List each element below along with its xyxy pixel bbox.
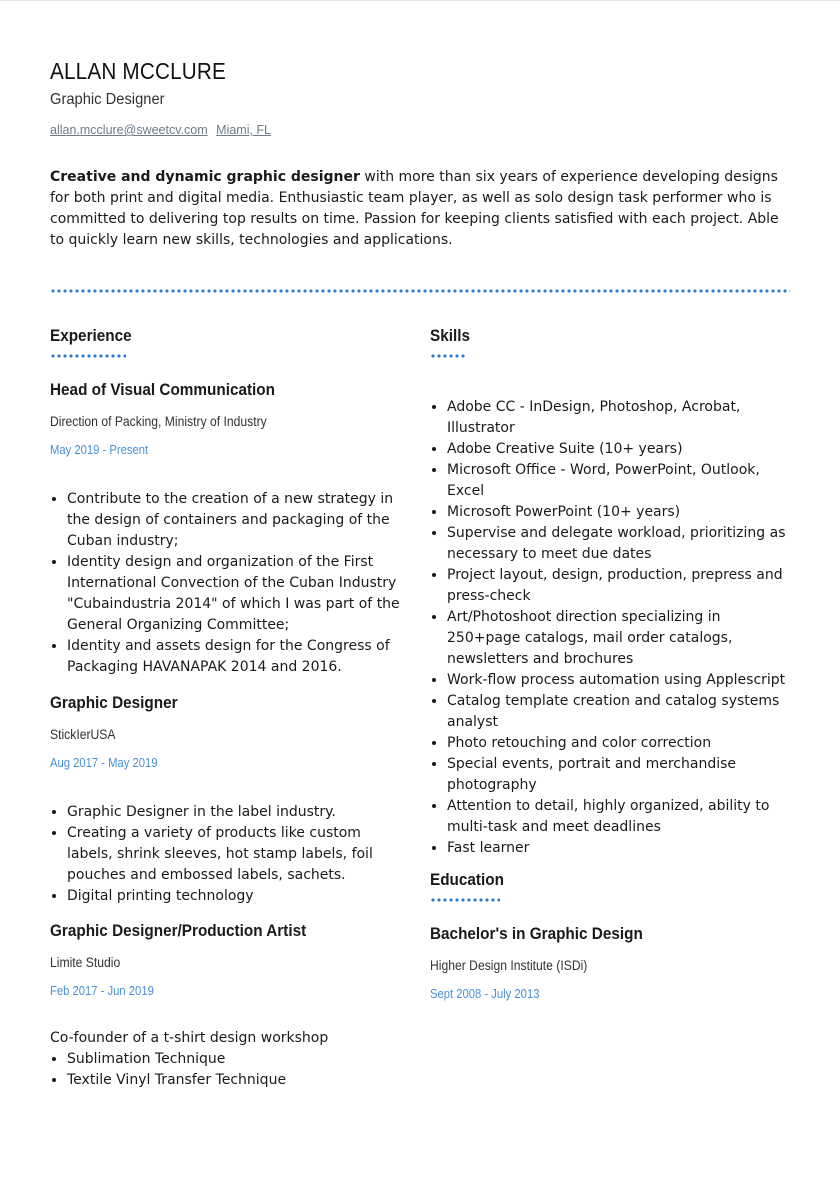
job-entry (50, 380, 400, 457)
education-section (430, 870, 790, 902)
summary-body: with more than six years of experience developing designs for both print and digital media. Enthusiastic team player, as well as solo design task performer who is committed to delivering top results on time. Passion for keeping clients satisfied with each project. Able to quickly learn new skills, technologies and applications. (50, 169, 779, 248)
job-bullet: • Textile Vinyl Transfer Technique (67, 1070, 400, 1091)
education-heading-dots (430, 898, 500, 902)
section-divider (50, 289, 790, 293)
skill-item: • Supervise and delegate workload, prioritizing as necessary to meet due dates (447, 523, 790, 565)
job-bullet: • Identity design and organization of the First International Convection of the Cuban Industry "Cubaindustria 2014" of which I was part of the General Organizing Committee; (67, 552, 400, 636)
summary-paragraph (50, 167, 780, 251)
degree-title: Bachelor's in Graphic Design (430, 924, 643, 943)
job-dates: Feb 2017 - Jun 2019 (50, 984, 154, 998)
education-dates: Sept 2008 - July 2013 (430, 987, 540, 1001)
skills-heading: Skills (430, 326, 470, 345)
job-entry (50, 693, 400, 770)
job-bullets (50, 802, 400, 907)
candidate-name: ALLAN MCCLURE (50, 58, 227, 84)
skill-item: • Adobe Creative Suite (10+ years) (447, 439, 790, 460)
job-company: Direction of Packing, Ministry of Industry (50, 414, 267, 429)
job-dates: May 2019 - Present (50, 443, 149, 457)
job-title: Graphic Designer (50, 693, 178, 712)
job-bullet: • Contribute to the creation of a new strategy in the design of containers and packaging of the Cuban industry; (67, 489, 400, 552)
skill-item: • Fast learner (447, 838, 790, 859)
summary-lead: Creative and dynamic graphic designer (50, 169, 360, 185)
location-link[interactable]: Miami, FL (216, 123, 272, 137)
job-title: Head of Visual Communication (50, 380, 276, 399)
education-entry (430, 924, 790, 1001)
job-bullet: • Sublimation Technique (67, 1049, 400, 1070)
skills-heading-dots (430, 354, 466, 358)
skill-item: • Photo retouching and color correction (447, 733, 790, 754)
skills-list (430, 397, 790, 859)
job-bullet: • Creating a variety of products like custom labels, shrink sleeves, hot stamp labels, foil pouches and embossed labels, sachets. (67, 823, 400, 886)
job-company: StickIerUSA (50, 727, 116, 742)
job-title: Graphic Designer/Production Artist (50, 921, 307, 940)
skill-item: • Work-flow process automation using Applescript (447, 670, 790, 691)
job-bullet: • Graphic Designer in the label industry. (67, 802, 400, 823)
skill-item: • Microsoft Office - Word, PowerPoint, Outlook, Excel (447, 460, 790, 502)
experience-heading-dots (50, 354, 126, 358)
skill-item: • Catalog template creation and catalog systems analyst (447, 691, 790, 733)
skill-item: • Microsoft PowerPoint (10+ years) (447, 502, 790, 523)
job-dates: Aug 2017 - May 2019 (50, 756, 158, 770)
job-bullet: • Identity and assets design for the Congress of Packaging HAVANAPAK 2014 and 2016. (67, 636, 400, 678)
skill-item: • Art/Photoshoot direction specializing in 250+page catalogs, mail order catalogs, newsletters and brochures (447, 607, 790, 670)
job-bullets (50, 1049, 400, 1091)
top-rule (0, 0, 840, 1)
job-bullet: • Digital printing technology (67, 886, 400, 907)
skill-item: • Adobe CC - InDesign, Photoshop, Acrobat, Illustrator (447, 397, 790, 439)
job-entry (50, 921, 400, 998)
candidate-title: Graphic Designer (50, 91, 165, 108)
contact-line (50, 123, 790, 137)
skill-item: • Special events, portrait and merchandise photography (447, 754, 790, 796)
school-name: Higher Design Institute (ISDi) (430, 958, 588, 973)
experience-heading: Experience (50, 326, 132, 345)
job-bullets (50, 489, 400, 678)
resume-header (50, 58, 790, 137)
education-heading: Education (430, 870, 504, 889)
job-intro: Co-founder of a t-shirt design workshop (50, 1030, 329, 1046)
skill-item: • Project layout, design, production, prepress and press-check (447, 565, 790, 607)
job-company: Limite Studio (50, 955, 121, 970)
email-link[interactable]: allan.mcclure@sweetcv.com (50, 123, 208, 137)
skill-item: • Attention to detail, highly organized, ability to multi-task and meet deadlines (447, 796, 790, 838)
